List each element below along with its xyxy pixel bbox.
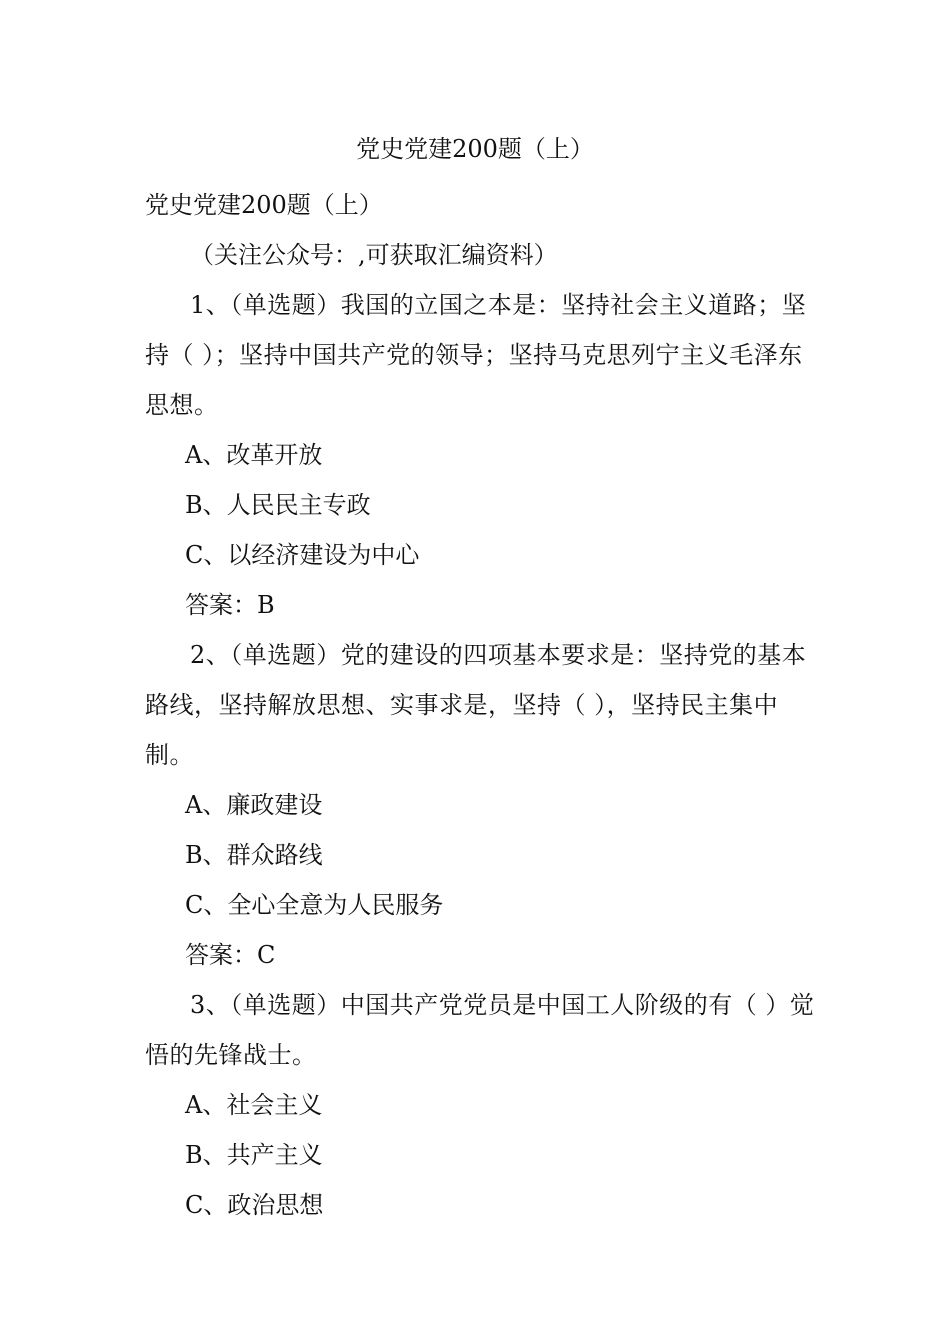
- question-3-option-c: C、政治思想: [185, 1191, 324, 1219]
- question-2-option-a: A、廉政建设: [185, 791, 323, 819]
- question-2-text: 2、（单选题）党的建设的四项基本要求是：坚持党的基本路线，坚持解放思想、实事求是，坚持（ ），坚持民主集中制。: [145, 641, 807, 769]
- document-note: （关注公众号：,可获取汇编资料）: [190, 241, 558, 269]
- question-3-option-b: B、共产主义: [185, 1141, 323, 1169]
- question-1-option-b: B、人民民主专政: [185, 491, 371, 519]
- question-2-answer: 答案：C: [185, 941, 276, 969]
- question-1-option-a: A、改革开放: [185, 441, 323, 469]
- question-3-option-a: A、社会主义: [185, 1091, 323, 1119]
- question-2-option-c: C、全心全意为人民服务: [185, 891, 444, 919]
- question-1-answer: 答案：B: [185, 591, 275, 619]
- question-2-option-b: B、群众路线: [185, 841, 323, 869]
- question-1-option-c: C、以经济建设为中心: [185, 541, 420, 569]
- page-title: 党史党建200题（上）: [356, 135, 594, 163]
- document-heading: 党史党建200题（上）: [145, 191, 383, 219]
- document-body: [145, 180, 820, 1230]
- question-3-text: 3、（单选题）中国共产党党员是中国工人阶级的有（ ）觉悟的先锋战士。: [145, 991, 815, 1069]
- question-1-text: 1、（单选题）我国的立国之本是：坚持社会主义道路；坚持（ ）；坚持中国共产党的领导；坚持马克思列宁主义毛泽东思想。: [145, 291, 807, 419]
